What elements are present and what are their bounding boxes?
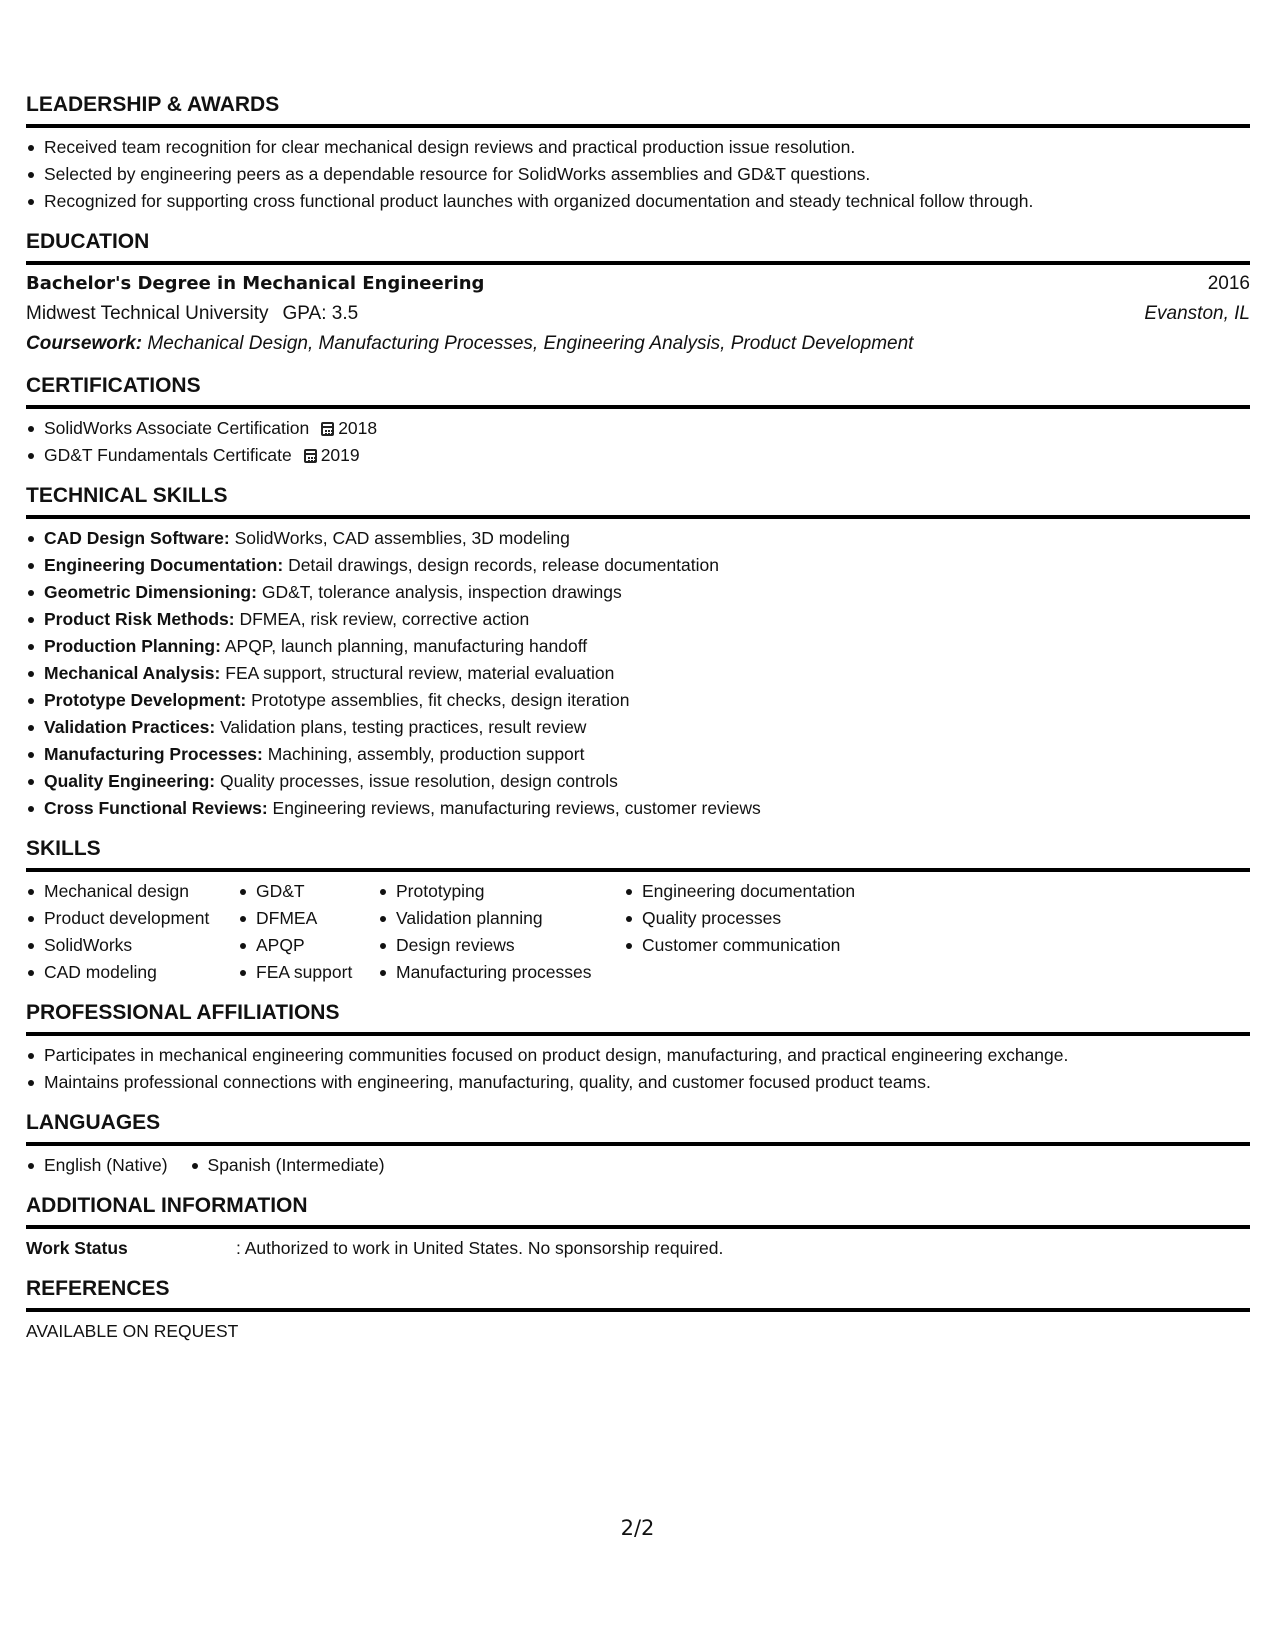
certifications-section — [26, 373, 1250, 469]
list-item — [26, 741, 1250, 768]
skill-label: Validation Practices: — [44, 717, 216, 737]
skills-column — [238, 878, 378, 986]
list-item: APQP — [238, 932, 378, 959]
list-item: DFMEA — [238, 905, 378, 932]
list-item — [26, 768, 1250, 795]
affiliations-section — [26, 1000, 1250, 1096]
graduation-year: 2016 — [1207, 273, 1250, 294]
certification-item — [26, 442, 1250, 469]
skill-label: Cross Functional Reviews: — [44, 798, 268, 818]
skill-text: Detail drawings, design records, release documentation — [288, 555, 719, 575]
list-item: Customer communication — [624, 932, 924, 959]
list-item: Participates in mechanical engineering communities focused on product design, manufacturing, and practical engineering exchange. — [26, 1042, 1250, 1069]
certification-name: GD&T Fundamentals Certificate — [44, 445, 292, 465]
list-item — [26, 552, 1250, 579]
list-item: Maintains professional connections with engineering, manufacturing, quality, and customer focused product teams. — [26, 1069, 1250, 1096]
leadership-list — [26, 134, 1250, 215]
skill-text: FEA support, structural review, material evaluation — [225, 663, 615, 683]
language-item: English (Native) — [26, 1152, 168, 1179]
skills-column — [624, 878, 924, 986]
section-title-technical-skills: TECHNICAL SKILLS — [26, 483, 1250, 519]
list-item: SolidWorks — [26, 932, 238, 959]
skill-text: Validation plans, testing practices, result review — [220, 717, 587, 737]
section-title-leadership: LEADERSHIP & AWARDS — [26, 92, 1250, 128]
additional-info-section — [26, 1193, 1250, 1262]
education-degree-row — [26, 269, 1250, 299]
skill-label: Product Risk Methods: — [44, 609, 235, 629]
skills-column — [378, 878, 624, 986]
section-title-education: EDUCATION — [26, 229, 1250, 265]
list-item — [26, 525, 1250, 552]
list-item: Selected by engineering peers as a dependable resource for SolidWorks assemblies and GD&T questions. — [26, 161, 1250, 188]
section-title-additional-info: ADDITIONAL INFORMATION — [26, 1193, 1250, 1229]
list-item — [26, 687, 1250, 714]
coursework-label: Coursework: — [26, 333, 143, 354]
list-item: Product development — [26, 905, 238, 932]
languages-section — [26, 1110, 1250, 1179]
skill-text: SolidWorks, CAD assemblies, 3D modeling — [234, 528, 570, 548]
list-item: Recognized for supporting cross functional product launches with organized documentation and steady technical follow through. — [26, 188, 1250, 215]
skill-label: CAD Design Software: — [44, 528, 230, 548]
skill-text: APQP, launch planning, manufacturing handoff — [224, 636, 588, 656]
section-title-languages: LANGUAGES — [26, 1110, 1250, 1146]
skill-text: DFMEA, risk review, corrective action — [239, 609, 530, 629]
calendar-icon — [304, 449, 317, 463]
gpa: GPA: 3.5 — [282, 303, 359, 324]
list-item: Engineering documentation — [624, 878, 924, 905]
work-status-value: : Authorized to work in United States. No sponsorship required. — [236, 1238, 724, 1258]
list-item: CAD modeling — [26, 959, 238, 986]
skill-text: Prototype assemblies, fit checks, design iteration — [251, 690, 630, 710]
list-item — [26, 633, 1250, 660]
school-location: Evanston, IL — [1144, 303, 1250, 324]
skill-label: Quality Engineering: — [44, 771, 216, 791]
skill-label: Production Planning: — [44, 636, 221, 656]
certification-item — [26, 415, 1250, 442]
skill-label: Mechanical Analysis: — [44, 663, 221, 683]
leadership-section — [26, 92, 1250, 215]
skill-text: Quality processes, issue resolution, design controls — [220, 771, 618, 791]
list-item — [26, 714, 1250, 741]
certification-year: 2019 — [320, 445, 360, 465]
degree-name: Bachelor's Degree in Mechanical Engineering — [26, 273, 485, 294]
language-item: Spanish (Intermediate) — [190, 1152, 385, 1179]
coursework-text: Mechanical Design, Manufacturing Processes, Engineering Analysis, Product Development — [147, 333, 914, 354]
list-item — [26, 606, 1250, 633]
section-title-references: REFERENCES — [26, 1276, 1250, 1312]
certifications-list — [26, 415, 1250, 469]
skill-label: Engineering Documentation: — [44, 555, 284, 575]
list-item: Validation planning — [378, 905, 624, 932]
certification-name: SolidWorks Associate Certification — [44, 418, 310, 438]
skill-label: Prototype Development: — [44, 690, 247, 710]
coursework — [26, 329, 1250, 359]
technical-skills-section — [26, 483, 1250, 822]
languages-list — [26, 1152, 1250, 1179]
references-section — [26, 1276, 1250, 1345]
section-title-affiliations: PROFESSIONAL AFFILIATIONS — [26, 1000, 1250, 1036]
certification-year: 2018 — [338, 418, 378, 438]
page-number: 2/2 — [620, 1516, 655, 1540]
list-item: Prototyping — [378, 878, 624, 905]
skills-column — [26, 878, 238, 986]
list-item — [26, 579, 1250, 606]
school-name: Midwest Technical University — [26, 303, 269, 324]
technical-skills-list — [26, 525, 1250, 822]
skill-text: Machining, assembly, production support — [267, 744, 585, 764]
list-item: Design reviews — [378, 932, 624, 959]
resume-page — [26, 92, 1250, 1359]
skill-label: Manufacturing Processes: — [44, 744, 263, 764]
list-item: GD&T — [238, 878, 378, 905]
skill-text: Engineering reviews, manufacturing reviews, customer reviews — [272, 798, 761, 818]
affiliations-list — [26, 1042, 1250, 1096]
calendar-icon — [321, 422, 334, 436]
list-item: Manufacturing processes — [378, 959, 624, 986]
list-item: Quality processes — [624, 905, 924, 932]
work-status-label: Work Status — [26, 1238, 128, 1258]
skills-grid — [26, 878, 1250, 986]
list-item: Received team recognition for clear mechanical design reviews and practical production issue resolution. — [26, 134, 1250, 161]
skill-label: Geometric Dimensioning: — [44, 582, 257, 602]
list-item: Mechanical design — [26, 878, 238, 905]
work-status-row — [26, 1235, 1250, 1262]
list-item: FEA support — [238, 959, 378, 986]
section-title-skills: SKILLS — [26, 836, 1250, 872]
education-section — [26, 229, 1250, 359]
references-text: AVAILABLE ON REQUEST — [26, 1321, 239, 1341]
skill-text: GD&T, tolerance analysis, inspection drawings — [261, 582, 622, 602]
list-item — [26, 660, 1250, 687]
education-school-row — [26, 299, 1250, 329]
list-item — [26, 795, 1250, 822]
section-title-certifications: CERTIFICATIONS — [26, 373, 1250, 409]
skills-section — [26, 836, 1250, 986]
